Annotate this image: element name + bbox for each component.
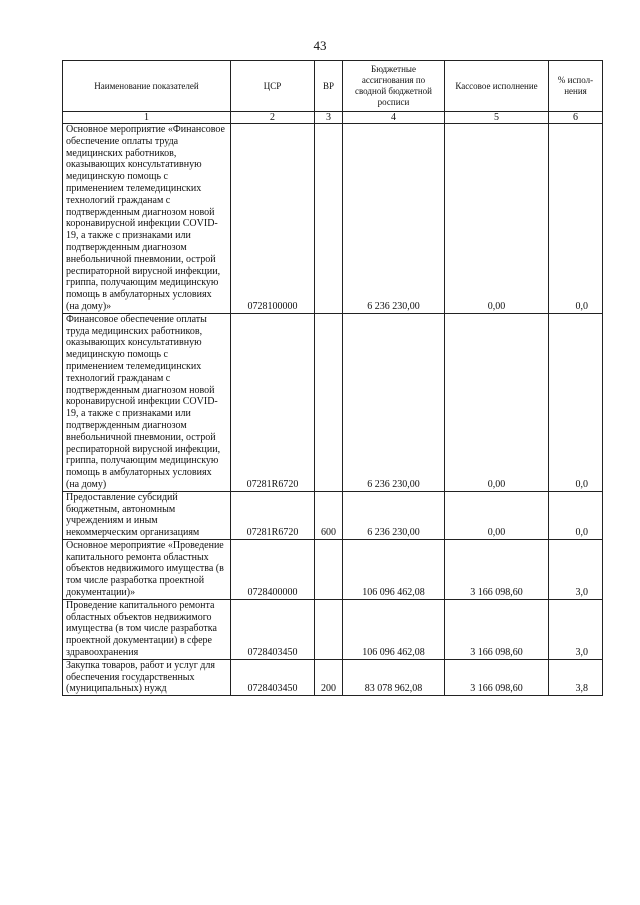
row-vr [315,539,343,599]
row-cash: 0,00 [445,491,549,539]
row-assigned: 83 078 962,08 [343,659,445,695]
row-csr: 0728400000 [231,539,315,599]
row-assigned: 106 096 462,08 [343,539,445,599]
row-csr: 0728100000 [231,124,315,314]
row-assigned: 6 236 230,00 [343,491,445,539]
table-row [63,491,603,539]
row-cash: 3 166 098,60 [445,659,549,695]
row-assigned: 106 096 462,08 [343,599,445,659]
header-budget-assignments: Бюджетные ассигнования по сводной бюджетной росписи [343,61,445,112]
page-number: 43 [313,38,327,53]
header-csr: ЦСР [231,61,315,112]
row-vr: 200 [315,659,343,695]
row-name: Основное мероприятие «Финансовое обеспечение оплаты труда медицинских работников, оказывающих консультативную медицинскую помощь с применением телемедицинских технологий гражданам с подтвержденным диагнозом новой коронавирусной инфекции COVID-19, а также с признаками или подтвержденным диагнозом внебольничной пневмонии, острой респираторной вирусной инфекции, гриппа, получающим медицинскую помощь в амбулаторных условиях (на дому)» [63,124,231,314]
row-percent: 3,0 [549,539,603,599]
row-csr: 0728403450 [231,599,315,659]
header-indicator-name: Наименование показателей [63,61,231,112]
header-cash-execution: Кассовое исполнение [445,61,549,112]
row-assigned: 6 236 230,00 [343,313,445,491]
column-number-row [63,112,603,124]
column-number: 6 [549,112,603,124]
row-percent: 3,8 [549,659,603,695]
row-cash: 3 166 098,60 [445,539,549,599]
column-number: 5 [445,112,549,124]
row-csr: 07281R6720 [231,313,315,491]
row-percent: 3,0 [549,599,603,659]
row-vr: 600 [315,491,343,539]
row-vr [315,124,343,314]
column-number: 4 [343,112,445,124]
row-cash: 0,00 [445,124,549,314]
table-row [63,659,603,695]
table-row [63,599,603,659]
table-header-row [63,61,603,112]
row-name: Предоставление субсидий бюджетным, автономным учреждениям и иным некоммерческим организациям [63,491,231,539]
row-percent: 0,0 [549,124,603,314]
table-row [63,313,603,491]
row-percent: 0,0 [549,313,603,491]
table-row [63,539,603,599]
row-name: Основное мероприятие «Проведение капитального ремонта областных объектов недвижимого имущества (в том числе разработка проектной документации)» [63,539,231,599]
row-percent: 0,0 [549,491,603,539]
column-number: 3 [315,112,343,124]
row-cash: 0,00 [445,313,549,491]
row-cash: 3 166 098,60 [445,599,549,659]
header-execution-percent: % испол-нения [549,61,603,112]
table-row [63,124,603,314]
budget-execution-table [62,60,603,696]
row-vr [315,599,343,659]
row-vr [315,313,343,491]
row-name: Проведение капитального ремонта областных объектов недвижимого имущества (в том числе разработка проектной документации) в сфере здравоохранения [63,599,231,659]
row-name: Закупка товаров, работ и услуг для обеспечения государственных (муниципальных) нужд [63,659,231,695]
header-vr: ВР [315,61,343,112]
row-name: Финансовое обеспечение оплаты труда медицинских работников, оказывающих консультативную медицинскую помощь с применением телемедицинских технологий гражданам с подтвержденным диагнозом новой коронавирусной инфекции COVID-19, а также с признаками или подтвержденным диагнозом внебольничной пневмонии, острой респираторной вирусной инфекции, гриппа, получающим медицинскую помощь в амбулаторных условиях (на дому) [63,313,231,491]
row-csr: 07281R6720 [231,491,315,539]
column-number: 1 [63,112,231,124]
column-number: 2 [231,112,315,124]
row-assigned: 6 236 230,00 [343,124,445,314]
row-csr: 0728403450 [231,659,315,695]
